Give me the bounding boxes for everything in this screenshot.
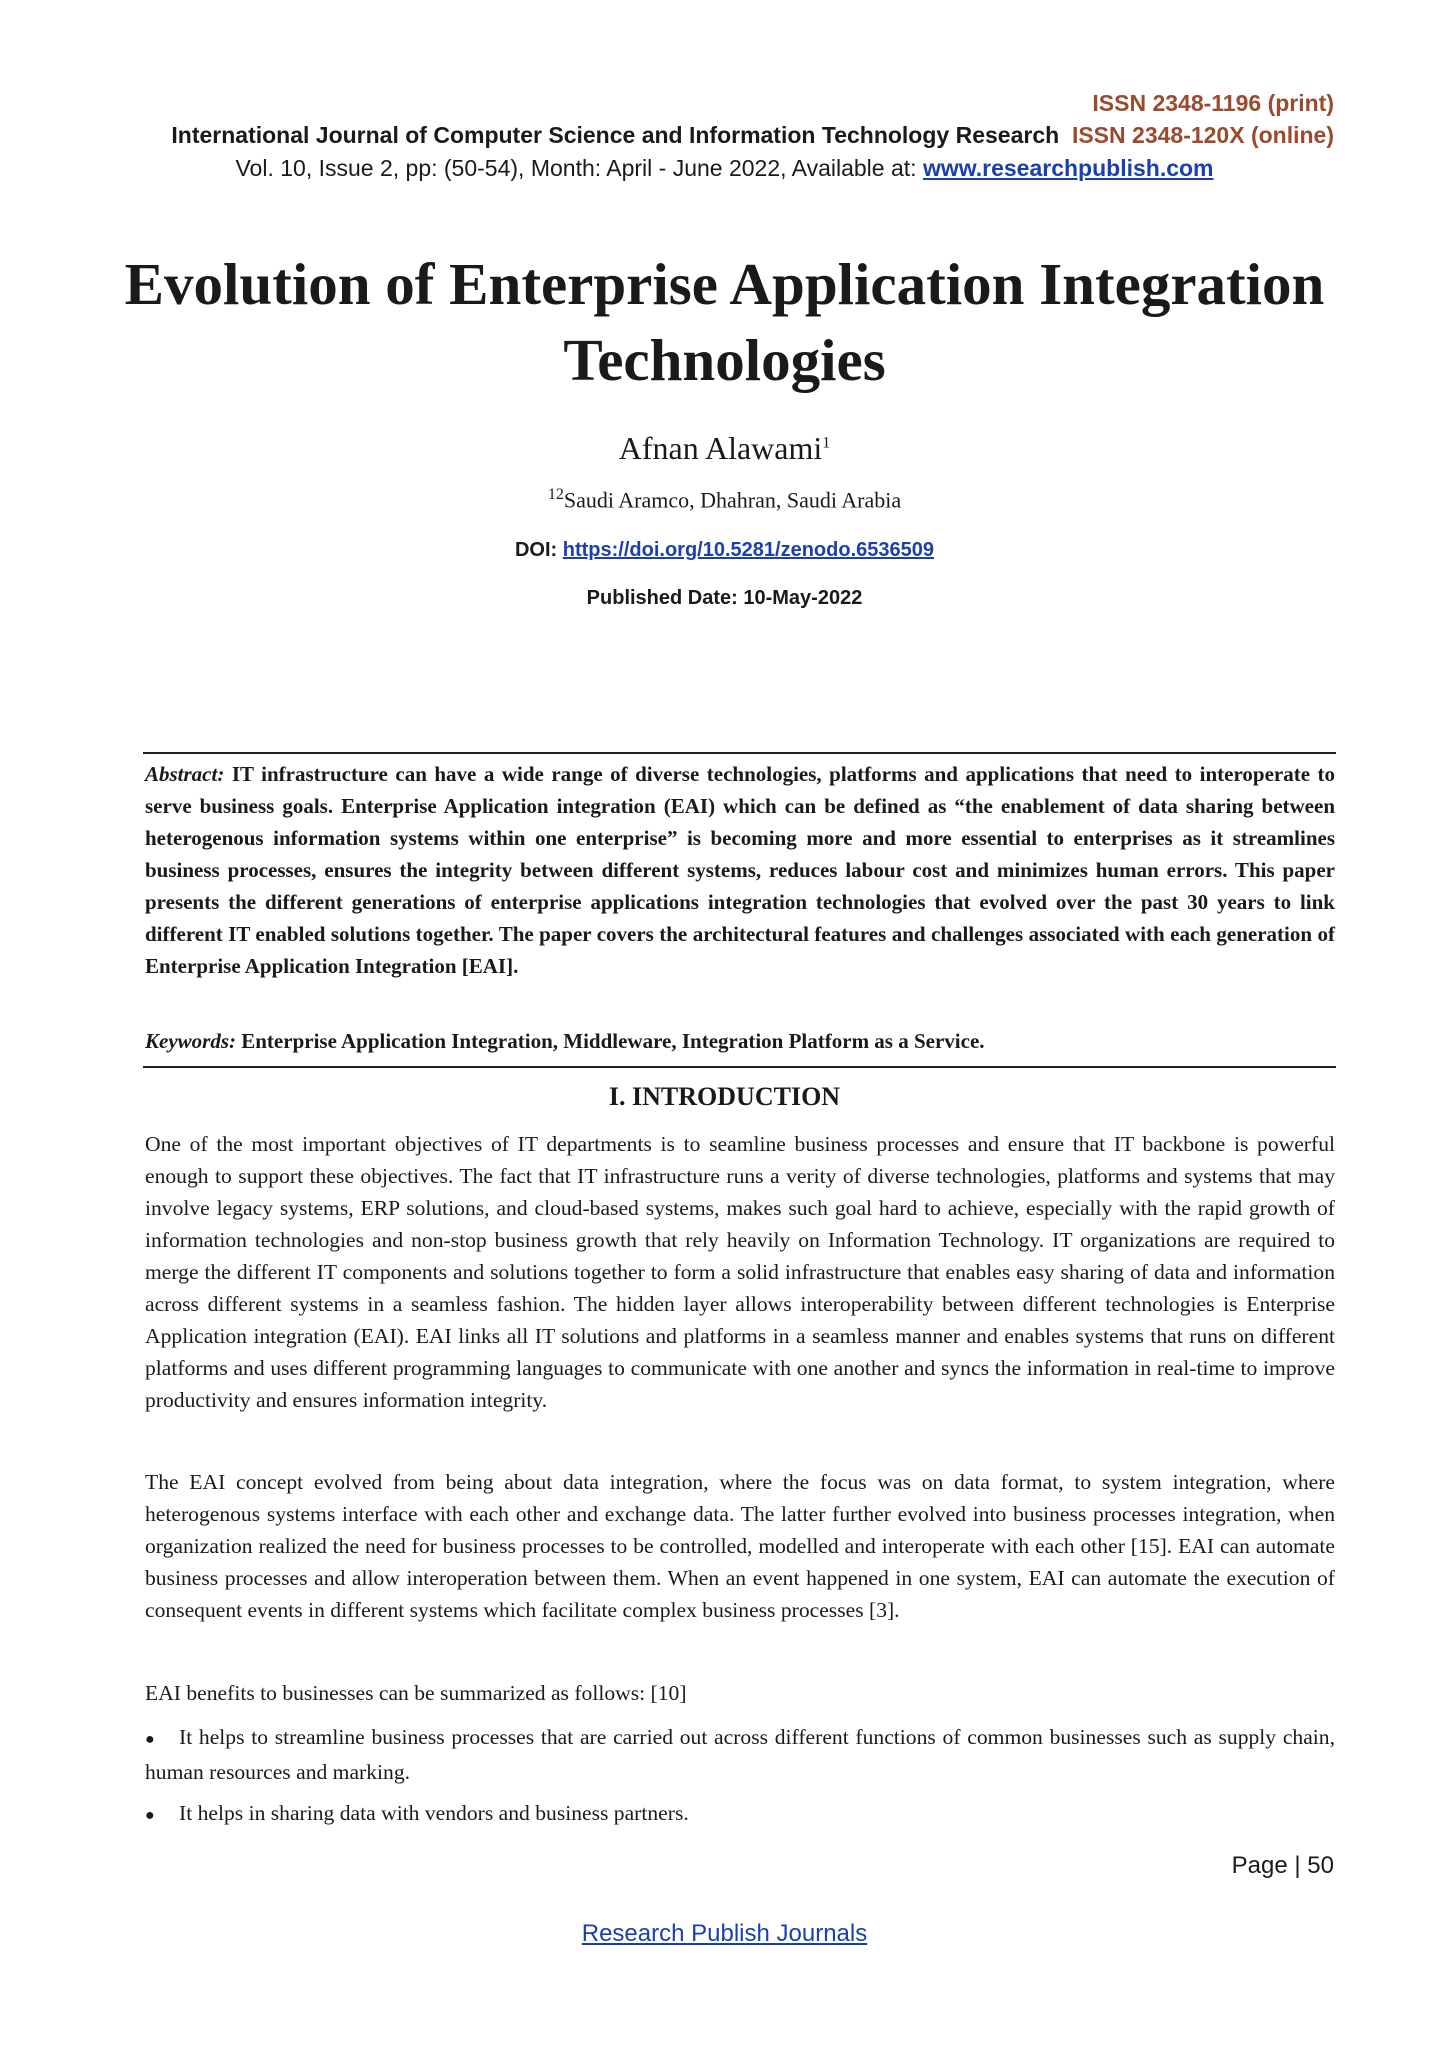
affiliation-line [0,486,1449,513]
publisher-link[interactable]: Research Publish Journals [581,1920,868,1947]
volume-info: Vol. 10, Issue 2, pp: (50-54), Month: April - June 2022, Available at: [235,155,917,181]
author-line [0,430,1449,467]
list-item [145,1797,1335,1832]
page-number: Page | 50 [1231,1852,1334,1879]
author-superscript: 1 [822,434,831,452]
abstract-block [145,758,1335,982]
bullet-icon: ● [145,1807,155,1824]
doi-label: DOI: [514,539,558,561]
website-link[interactable]: www.researchpublish.com [922,155,1214,181]
issn-online: ISSN 2348-120X (online) [1071,122,1334,148]
affiliation: Saudi Aramco, Dhahran, Saudi Arabia [563,487,902,513]
paper-title: Evolution of Enterprise Application Integration Technologies [124,251,1325,393]
abstract-top-rule [143,752,1336,754]
list-item-text: It helps in sharing data with vendors and business partners. [179,1801,689,1825]
section-heading-introduction: I. INTRODUCTION [608,1082,841,1111]
issn-print: ISSN 2348-1196 (print) [1092,90,1334,116]
abstract-text: IT infrastructure can have a wide range of diverse technologies, platforms and applications that need to interoperate to serve business goals. Enterprise Application integration (EAI) which can be defined as “the enablement of data sharing between heterogenous information systems within one enterprise” is becoming more and more essential to enterprises as it streamlines business processes, ensures the integrity between different systems, reduces labour cost and minimizes human errors. This paper presents the different generations of enterprise applications integration technologies that evolved over the past 30 years to link different IT enabled solutions together. The paper covers the architectural features and challenges associated with each generation of Enterprise Application Integration [EAI]. [145,762,1336,978]
keywords-text: Enterprise Application Integration, Middleware, Integration Platform as a Service. [241,1029,985,1053]
affiliation-superscript: 12 [547,486,564,503]
intro-paragraph-2: The EAI concept evolved from being about data integration, where the focus was on data format, to system integration, where heterogenous systems interface with each other and exchange data. The latter further evolved into business processes integration, when organization realized the need for business processes to be controlled, modelled and interoperate with each other [15]. EAI can automate business processes and allow interoperation between them. When an event happened in one system, EAI can automate the execution of consequent events in different systems which facilitate complex business processes [3]. [145,1470,1335,1622]
published-date: Published Date: 10-May-2022 [586,587,863,609]
list-item-text: It helps to streamline business processes that are carried out across different functions of common businesses such as supply chain, human resources and marking. [145,1725,1335,1784]
abstract-label: Abstract: [145,762,225,786]
intro-paragraph-1: One of the most important objectives of IT departments is to seamline business processes and ensure that IT backbone is powerful enough to support these objectives. The fact that IT infrastructure runs a verity of diverse technologies, platforms and systems that may involve legacy systems, ERP solutions, and cloud-based systems, makes such goal hard to achieve, especially with the rapid growth of information technologies and non-stop business growth that rely heavily on Information Technology. IT organizations are required to merge the different IT components and solutions together to form a solid infrastructure that enables easy sharing of data and information across different systems in a seamless fashion. The hidden layer allows interoperability between different technologies is Enterprise Application integration (EAI). EAI links all IT solutions and platforms in a seamless manner and enables systems that runs on different platforms and uses different programming languages to communicate with one another and syncs the information in real-time to improve productivity and ensures information integrity. [145,1132,1335,1412]
keywords-block [145,1029,1335,1054]
doi-line [0,539,1449,562]
intro-paragraph-3: EAI benefits to businesses can be summarized as follows: [10] [145,1681,687,1705]
abstract-bottom-rule [143,1066,1336,1068]
doi-link[interactable]: https://doi.org/10.5281/zenodo.6536509 [562,539,934,561]
bullet-icon: ● [145,1731,155,1748]
volume-info-line [0,155,1449,182]
footer [0,1920,1449,1948]
author-name: Afnan Alawami [618,430,823,466]
journal-name: International Journal of Computer Science and Information Technology Research [171,122,1060,148]
journal-header [0,122,1334,149]
keywords-label: Keywords: [145,1029,236,1053]
list-item [145,1721,1335,1788]
